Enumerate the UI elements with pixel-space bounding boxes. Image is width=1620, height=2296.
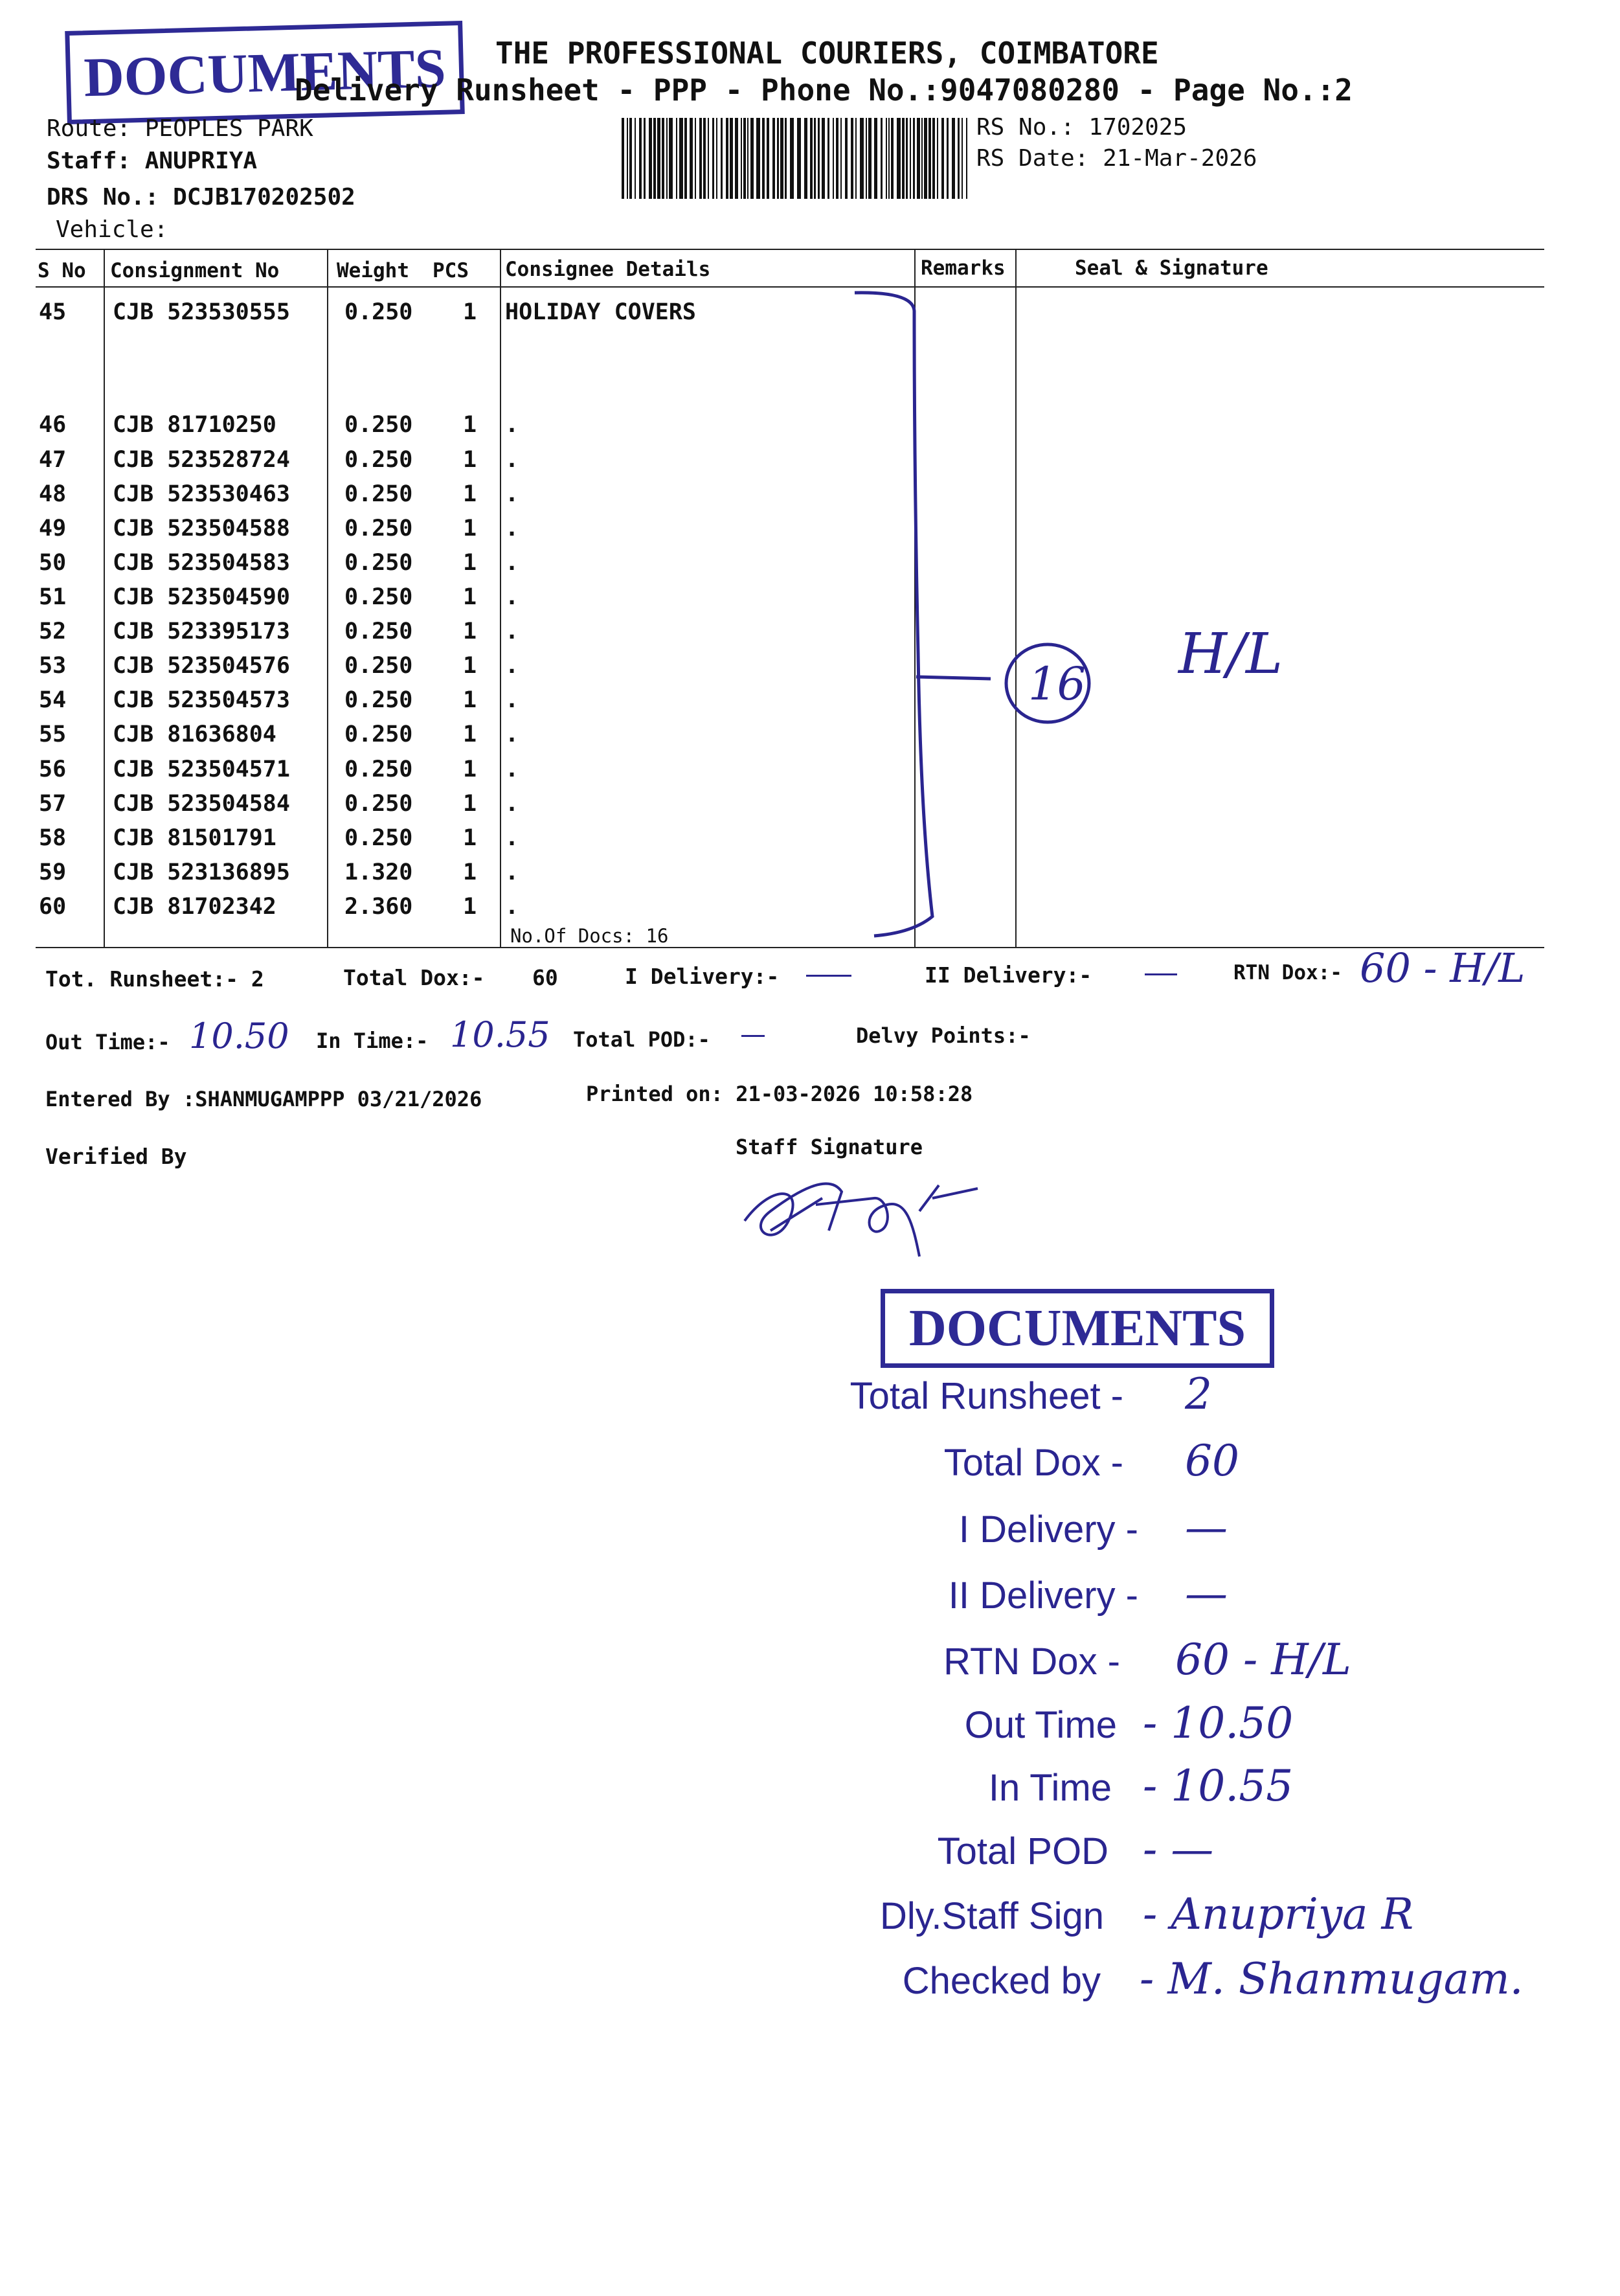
barcode-bar [822,118,825,199]
summary-label: Dly.Staff Sign [879,1895,1104,1937]
cell-consignment: CJB 523530463 [113,481,290,507]
remarks-hl-mark: H/L [1178,622,1283,687]
out-time-label: Out Time:- [45,1030,170,1054]
barcode-bar [690,118,693,199]
barcode-bar [767,118,769,199]
barcode-bar [866,118,867,199]
out-time-hand: 10.50 [189,1016,289,1056]
cell-weight: 0.250 [344,447,413,473]
cell-weight: 0.250 [344,825,413,851]
barcode-bar [762,118,765,199]
header-sno: S No [38,259,86,282]
barcode-bar [712,118,714,199]
remarks-bracket-annotation [842,285,1334,952]
barcode-bar [906,118,908,199]
cell-weight: 0.250 [344,516,413,541]
barcode-bar [750,118,754,199]
summary-value: 2 [1185,1369,1212,1419]
barcode-bar [735,118,738,199]
cell-pcs: 1 [463,481,477,507]
table-row [0,756,971,791]
table-row [0,550,971,585]
cell-sno: 48 [39,481,67,507]
barcode-bar [743,118,746,199]
barcode-bar [756,118,760,199]
route-info: Route: PEOPLES PARK [47,115,313,142]
barcode-bar [891,118,894,199]
barcode-bar [657,118,660,199]
barcode [622,118,971,202]
cell-details: . [505,894,519,920]
cell-details: . [505,447,519,473]
cell-weight: 0.250 [344,687,413,713]
rtn-dox-hand: 60 - H/L [1360,944,1525,992]
remarks-count-circled: 16 [1028,657,1086,710]
table-row [0,825,971,860]
entered-by: Entered By :SHANMUGAMPPP 03/21/2026 [45,1087,482,1111]
staff-info: Staff: ANUPRIYA [47,148,258,174]
cell-pcs: 1 [463,516,477,541]
total-dox-value: 60 [532,965,558,990]
barcode-bar [952,118,955,199]
verified-by: Verified By [45,1144,187,1169]
cell-consignment: CJB 81636804 [113,722,276,747]
barcode-bar [836,118,838,199]
barcode-bar [741,118,742,199]
barcode-bar [622,118,624,199]
i-delivery-label: I Delivery:- [625,964,780,989]
barcode-bar [629,118,632,199]
cell-weight: 1.320 [344,859,413,885]
barcode-bar [653,118,656,199]
table-row [0,299,971,334]
barcode-bar [910,118,911,199]
table-row [0,859,971,894]
summary-value: — [1185,1569,1228,1619]
no-of-docs: No.Of Docs: 16 [510,925,669,947]
header-seal-signature: Seal & Signature [1075,256,1268,280]
table-row [0,584,971,619]
barcode-bar [855,118,857,199]
barcode-bar [676,118,677,199]
cell-sno: 46 [39,412,67,438]
cell-sno: 47 [39,447,67,473]
cell-pcs: 1 [463,859,477,885]
cell-consignment: CJB 81501791 [113,825,276,851]
cell-details: . [505,481,519,507]
cell-weight: 0.250 [344,791,413,817]
barcode-bar [716,118,717,199]
barcode-bar [917,118,920,199]
total-pod-dash [741,1035,765,1037]
company-title: THE PROFESSIONAL COURIERS, COIMBATORE [495,36,1159,71]
cell-consignment: CJB 523504583 [113,550,290,576]
barcode-bar [810,118,813,199]
barcode-bar [888,118,890,199]
cell-sno: 58 [39,825,67,851]
cell-details: . [505,825,519,851]
cell-pcs: 1 [463,447,477,473]
cell-consignment: CJB 523504571 [113,756,290,782]
cell-consignment: CJB 523504576 [113,653,290,679]
barcode-bar [941,118,944,199]
barcode-bar [804,118,807,199]
barcode-bar [666,118,668,199]
cell-pcs: 1 [463,550,477,576]
summary-label: Total Dox - [943,1442,1123,1484]
staff-signature-label: Staff Signature [736,1135,923,1159]
cell-sno: 59 [39,859,67,885]
cell-pcs: 1 [463,619,477,644]
rs-number: RS No.: 1702025 [976,114,1187,141]
barcode-bar [772,118,775,199]
cell-weight: 0.250 [344,550,413,576]
cell-details: . [505,584,519,610]
cell-details: HOLIDAY COVERS [505,299,697,325]
barcode-bar [790,118,794,199]
summary-value: — [1185,1503,1228,1552]
cell-details: . [505,412,519,438]
summary-label: Total POD [937,1830,1108,1872]
barcode-bar [833,118,834,199]
barcode-bar [662,118,664,199]
header-consignment: Consignment No [110,259,280,282]
i-delivery-dash [806,975,851,977]
header-remarks: Remarks [921,256,1006,280]
summary-label: In Time [988,1767,1112,1809]
summary-value: 60 - H/L [1175,1635,1351,1685]
delvy-points-label: Delvy Points:- [856,1023,1031,1048]
barcode-bar [797,118,801,199]
barcode-bar [827,118,829,199]
table-row [0,412,971,447]
barcode-bar [699,118,702,199]
header-consignee: Consignee Details [505,258,711,281]
barcode-bar [703,118,706,199]
cell-sno: 53 [39,653,67,679]
cell-weight: 0.250 [344,412,413,438]
rs-date: RS Date: 21-Mar-2026 [976,145,1257,172]
in-time-label: In Time:- [316,1029,429,1053]
summary-stamp-title: DOCUMENTS [908,1299,1246,1357]
cell-sno: 57 [39,791,67,817]
cell-consignment: CJB 81702342 [113,894,276,920]
documents-stamp-summary [881,1289,1274,1368]
header-weight: Weight [337,259,409,282]
barcode-bar [780,118,783,199]
staff-signature-scribble [732,1159,1004,1269]
cell-details: . [505,756,519,782]
table-row [0,481,971,516]
barcode-bar [868,118,872,199]
barcode-bar [840,118,842,199]
summary-value: - — [1143,1824,1214,1874]
vehicle-info: Vehicle: [56,216,168,243]
table-row [0,653,971,688]
table-row [0,516,971,551]
summary-value: 60 [1185,1436,1239,1486]
cell-pcs: 1 [463,791,477,817]
summary-value: - 10.55 [1143,1761,1294,1811]
total-dox-label: Total Dox:- [343,965,485,990]
barcode-bar [649,118,652,199]
barcode-bar [679,118,683,199]
barcode-bar [730,118,733,199]
cell-pcs: 1 [463,687,477,713]
cell-details: . [505,859,519,885]
barcode-bar [845,118,848,199]
summary-label: Total Runsheet - [849,1375,1123,1417]
table-row [0,687,971,722]
barcode-bar [695,118,696,199]
cell-consignment: CJB 523528724 [113,447,290,473]
summary-label: Out Time [964,1704,1117,1746]
ii-delivery-dash [1145,973,1177,975]
table-row [0,722,971,756]
barcode-bar [932,118,935,199]
barcode-bar [947,118,949,199]
cell-consignment: CJB 523504584 [113,791,290,817]
cell-pcs: 1 [463,722,477,747]
cell-pcs: 1 [463,412,477,438]
barcode-bar [958,118,960,199]
cell-sno: 55 [39,722,67,747]
rtn-dox-label: RTN Dox:- [1233,961,1342,984]
tot-runsheet: Tot. Runsheet:- 2 [45,966,264,992]
cell-sno: 49 [39,516,67,541]
cell-weight: 0.250 [344,756,413,782]
cell-pcs: 1 [463,653,477,679]
cell-sno: 54 [39,687,67,713]
barcode-bar [669,118,673,199]
cell-weight: 0.250 [344,619,413,644]
barcode-bar [966,118,967,199]
cell-pcs: 1 [463,756,477,782]
barcode-bar [962,118,963,199]
cell-weight: 0.250 [344,584,413,610]
cell-consignment: CJB 81710250 [113,412,276,438]
cell-consignment: CJB 523504590 [113,584,290,610]
barcode-bar [644,118,646,199]
cell-details: . [505,791,519,817]
barcode-bar [635,118,636,199]
printed-on: Printed on: 21-03-2026 10:58:28 [586,1082,973,1106]
summary-label: Checked by [902,1960,1101,2002]
cell-details: . [505,516,519,541]
table-row [0,619,971,654]
cell-consignment: CJB 523504573 [113,687,290,713]
summary-label: II Delivery - [948,1574,1138,1617]
table-row [0,447,971,482]
barcode-bar [928,118,931,199]
cell-details: . [505,619,519,644]
cell-weight: 0.250 [344,299,413,325]
summary-value: - M. Shanmugam. [1140,1954,1524,2004]
cell-pcs: 1 [463,299,477,325]
barcode-bar [747,118,748,199]
runsheet-subtitle: Delivery Runsheet - PPP - Phone No.:9047080280 - Page No.:2 [295,73,1353,108]
barcode-bar [921,118,923,199]
summary-value: - Anupriya R [1143,1889,1414,1939]
barcode-bar [924,118,927,199]
cell-details: . [505,722,519,747]
barcode-bar [726,118,728,199]
cell-consignment: CJB 523504588 [113,516,290,541]
barcode-bar [886,118,887,199]
cell-consignment: CJB 523530555 [113,299,290,325]
barcode-bar [818,118,820,199]
barcode-bar [708,118,709,199]
cell-sno: 52 [39,619,67,644]
cell-sno: 60 [39,894,67,920]
cell-pcs: 1 [463,825,477,851]
summary-value: - 10.50 [1143,1698,1294,1748]
table-row [0,791,971,826]
cell-sno: 51 [39,584,67,610]
barcode-bar [721,118,723,199]
table-row [0,894,971,929]
cell-details: . [505,550,519,576]
cell-details: . [505,653,519,679]
cell-sno: 56 [39,756,67,782]
barcode-bar [860,118,864,199]
barcode-bar [937,118,938,199]
table-top-border [36,249,1544,250]
cell-sno: 50 [39,550,67,576]
barcode-bar [627,118,628,199]
cell-sno: 45 [39,299,67,325]
cell-weight: 0.250 [344,481,413,507]
barcode-bar [881,118,883,199]
cell-pcs: 1 [463,894,477,920]
barcode-bar [851,118,853,199]
barcode-bar [874,118,877,199]
barcode-bar [902,118,905,199]
header-pcs: PCS [433,259,469,282]
cell-weight: 0.250 [344,653,413,679]
summary-label: RTN Dox - [943,1641,1120,1683]
total-pod-label: Total POD:- [573,1027,710,1052]
cell-consignment: CJB 523395173 [113,619,290,644]
barcode-bar [639,118,642,199]
barcode-bar [913,118,915,199]
barcode-bar [684,118,687,199]
ii-delivery-label: II Delivery:- [925,962,1092,988]
documents-stamp-text: DOCUMENTS [83,36,447,109]
cell-weight: 0.250 [344,722,413,747]
barcode-bar [897,118,901,199]
cell-consignment: CJB 523136895 [113,859,290,885]
cell-details: . [505,687,519,713]
cell-pcs: 1 [463,584,477,610]
summary-label: I Delivery - [958,1508,1138,1551]
drs-info: DRS No.: DCJB170202502 [47,184,355,210]
barcode-bar [777,118,779,199]
barcode-bar [785,118,787,199]
in-time-hand: 10.55 [450,1014,550,1055]
cell-weight: 2.360 [344,894,413,920]
barcode-bar [814,118,816,199]
